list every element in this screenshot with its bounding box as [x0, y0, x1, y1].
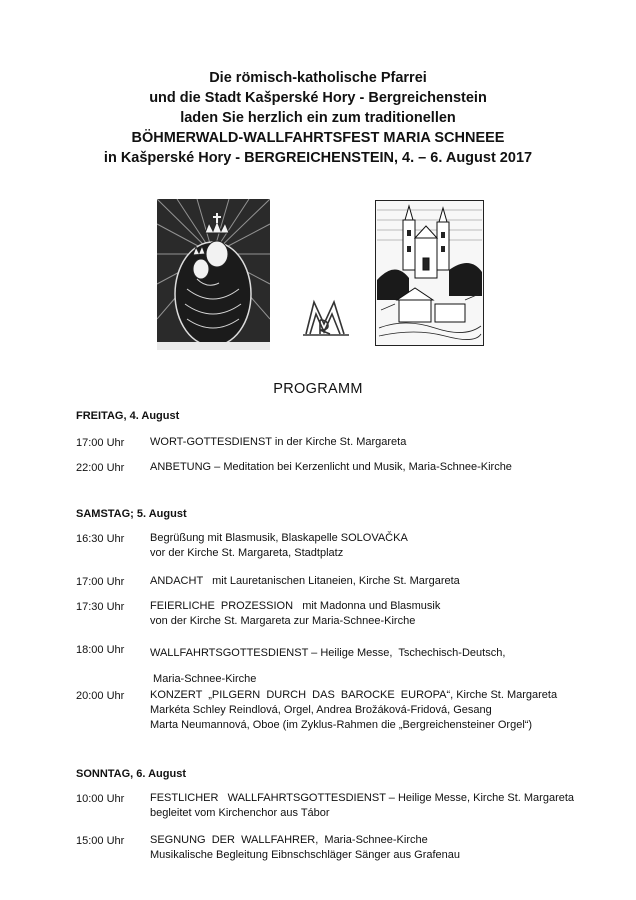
header-line: und die Stadt Kašperské Hory - Bergreichenstein	[149, 90, 487, 106]
event-description	[150, 460, 512, 475]
event-line: WALLFAHRTSGOTTESDIENST – Heilige Messe, Tschechisch-Deutsch,	[150, 647, 506, 659]
event-time: 17:30 Uhr	[76, 601, 125, 613]
event-description	[150, 791, 574, 821]
event-line: WORT-GOTTESDIENST in der Kirche St. Margareta	[150, 436, 407, 448]
day-heading-freitag: FREITAG, 4. August	[76, 410, 180, 422]
event-line: ANDACHT mit Lauretanischen Litaneien, Kirche St. Margareta	[150, 575, 460, 587]
event-description	[150, 599, 440, 629]
event-time: 18:00 Uhr	[76, 644, 125, 656]
event-line: Musikalische Begleitung Eibnschschläger Sänger aus Grafenau	[150, 849, 461, 861]
event-time: 10:00 Uhr	[76, 793, 125, 805]
header-line: Die römisch-katholische Pfarrei	[209, 70, 427, 86]
event-description	[150, 642, 505, 690]
event-time: 17:00 Uhr	[76, 576, 125, 588]
event-line: FEIERLICHE PROZESSION mit Madonna und Blasmusik	[150, 600, 441, 612]
header-line: laden Sie herzlich ein zum traditionellen	[180, 110, 456, 126]
event-time: 16:30 Uhr	[76, 533, 125, 545]
header-line: BÖHMERWALD-WALLFAHRTSFEST MARIA SCHNEEE	[131, 130, 505, 146]
event-line: Maria-Schnee-Kirche	[150, 673, 257, 685]
church-drawing-image	[375, 200, 484, 346]
event-description	[150, 574, 460, 589]
event-line: SEGNUNG DER WALLFAHRER, Maria-Schnee-Kirche	[150, 834, 428, 846]
event-line: vor der Kirche St. Margareta, Stadtplatz	[150, 547, 344, 559]
event-line: Marta Neumannová, Oboe (im Zyklus-Rahmen die „Bergreichensteiner Orgel“)	[150, 719, 533, 731]
event-description	[150, 531, 408, 561]
event-line: ANBETUNG – Meditation bei Kerzenlicht und Musik, Maria-Schnee-Kirche	[150, 461, 512, 473]
day-heading-sonntag: SONNTAG, 6. August	[76, 768, 186, 780]
event-time: 15:00 Uhr	[76, 835, 125, 847]
madonna-woodcut-image	[157, 199, 270, 350]
event-time: 22:00 Uhr	[76, 462, 125, 474]
event-line: FESTLICHER WALLFAHRTSGOTTESDIENST – Heilige Messe, Kirche St. Margareta	[150, 792, 575, 804]
maria-monogram-logo	[300, 298, 352, 338]
event-description	[150, 435, 406, 450]
event-description	[150, 688, 557, 733]
event-line: KONZERT „PILGERN DURCH DAS BAROCKE EUROPA“, Kirche St. Margareta	[150, 689, 558, 701]
invitation-header	[0, 68, 636, 168]
event-time: 17:00 Uhr	[76, 437, 125, 449]
event-line: Begrüßung mit Blasmusik, Blaskapelle SOLOVAČKA	[150, 532, 408, 544]
programm-title: PROGRAMM	[273, 381, 363, 397]
event-line: von der Kirche St. Margareta zur Maria-Schnee-Kirche	[150, 615, 416, 627]
day-heading-samstag: SAMSTAG; 5. August	[76, 508, 187, 520]
event-line: Markéta Schley Reindlová, Orgel, Andrea Brožáková-Fridová, Gesang	[150, 704, 492, 716]
event-line: begleitet vom Kirchenchor aus Tábor	[150, 807, 330, 819]
event-description	[150, 833, 460, 863]
event-time: 20:00 Uhr	[76, 690, 125, 702]
header-line: in Kašperské Hory - BERGREICHENSTEIN, 4. – 6. August 2017	[103, 150, 533, 166]
